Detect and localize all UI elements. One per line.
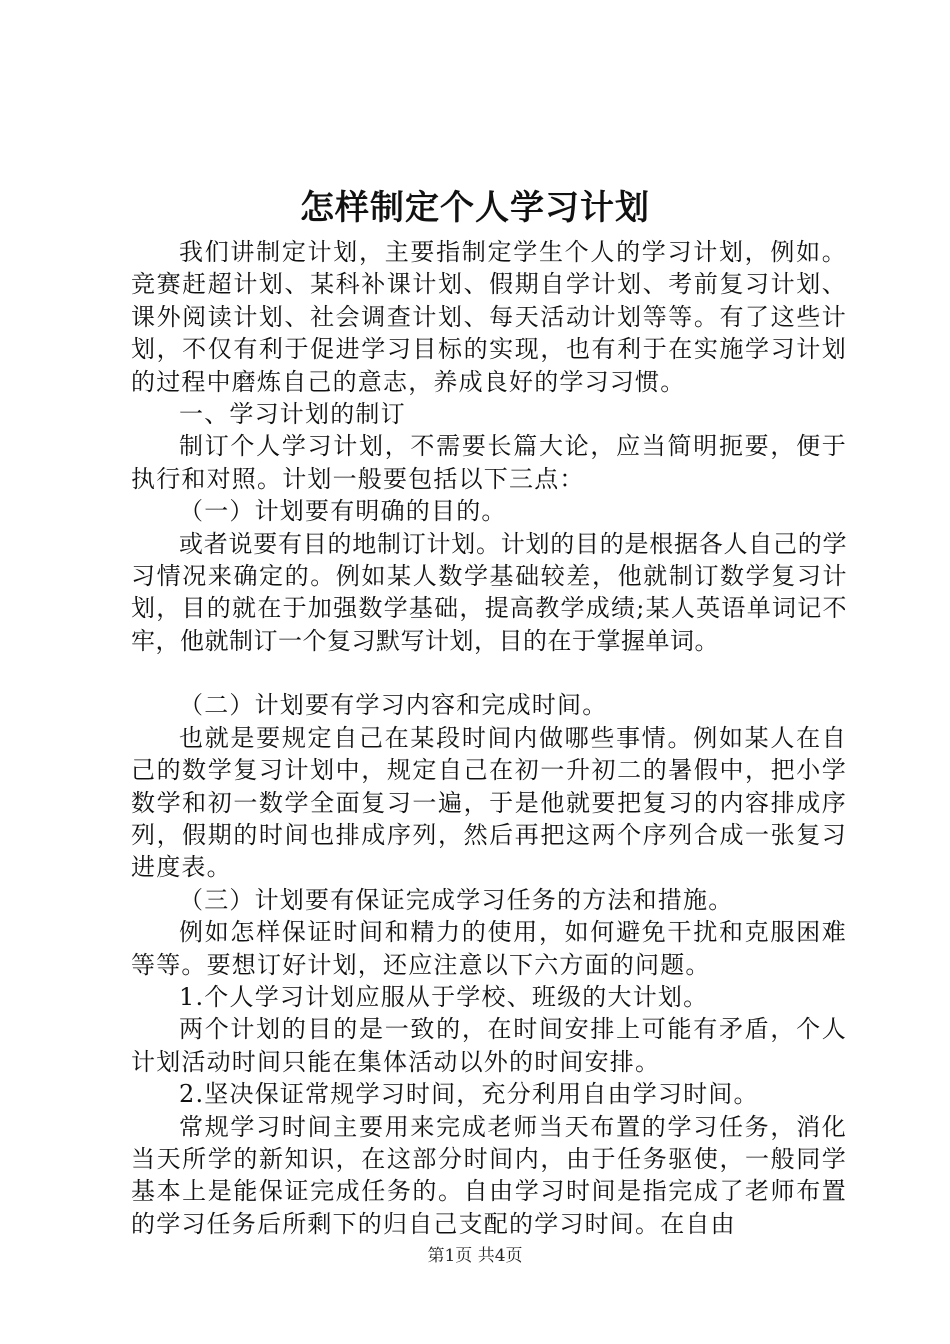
document-title: 怎样制定个人学习计划 [300,188,650,228]
numbered-item-2: 2.坚决保证常规学习时间，充分利用自由学习时间。 [179,1080,759,1109]
document-body [131,236,847,1240]
page-footer: 第1页 共4页 [427,1246,523,1266]
paragraph: 制订个人学习计划，不需要长篇大论，应当简明扼要，便于执行和对照。计划一般要包括以下三点： [131,432,847,493]
subheading-3: （三）计划要有保证完成学习任务的方法和措施。 [179,885,734,914]
paragraph: 或者说要有目的地制订计划。计划的目的是根据各人自己的学习情况来确定的。例如某人数学基础较差，他就制订数学复习计划，目的就在于加强数学基础，提高教学成绩;某人英语单词记不牢，他就制订一个复习默写计划，目的在于掌握单词。 [131,529,847,655]
paragraph: 常规学习时间主要用来完成老师当天布置的学习任务，消化当天所学的新知识，在这部分时间内，由于任务驱使，一般同学基本上是能保证完成任务的。自由学习时间是指完成了老师布置的学习任务后所剩下的归自己支配的学习时间。在自由 [131,1112,847,1238]
section-heading-1: 一、学习计划的制订 [179,400,406,429]
paragraph: 也就是要规定自己在某段时间内做哪些事情。例如某人在自己的数学复习计划中，规定自己在初一升初二的暑假中，把小学数学和初一数学全面复习一遍，于是他就要把复习的内容排成序列，假期的时间也排成序列，然后再把这两个序列合成一张复习进度表。 [131,723,847,882]
paragraph-intro: 我们讲制定计划，主要指制定学生个人的学习计划，例如。竞赛赶超计划、某科补课计划、假期自学计划、考前复习计划、课外阅读计划、社会调查计划、每天活动计划等等。有了这些计划，不仅有利于促进学习目标的实现，也有利于在实施学习计划的过程中磨炼自己的意志，养成良好的学习习惯。 [131,238,847,396]
numbered-item-1: 1.个人学习计划应服从于学校、班级的大计划。 [179,982,709,1011]
paragraph: 两个计划的目的是一致的，在时间安排上可能有矛盾，个人计划活动时间只能在集体活动以外的时间安排。 [131,1015,847,1076]
subheading-2: （二）计划要有学习内容和完成时间。 [179,691,608,720]
subheading-1: （一）计划要有明确的目的。 [179,497,507,526]
paragraph: 例如怎样保证时间和精力的使用，如何避免干扰和克服困难等等。要想订好计划，还应注意以下六方面的问题。 [131,918,847,979]
